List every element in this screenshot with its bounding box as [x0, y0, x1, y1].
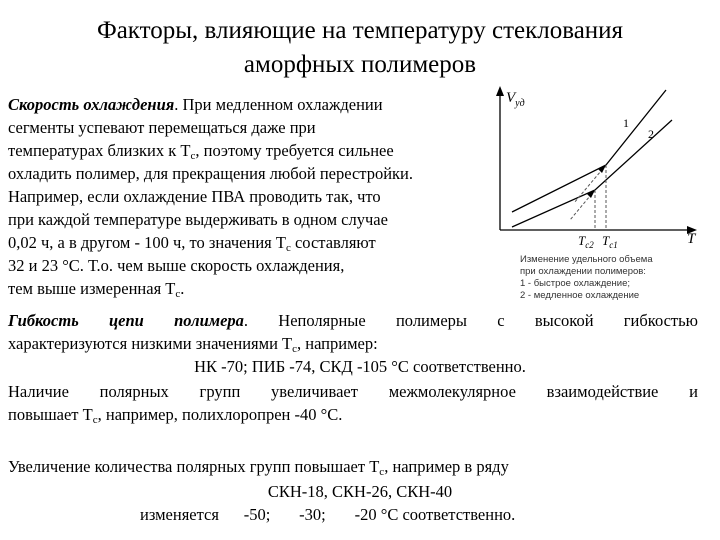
svg-text:2 - медленное охлаждение: 2 - медленное охлаждение: [520, 290, 640, 301]
para2-line-2: характеризуются низкими значениями $T_c$, например:: [8, 334, 378, 355]
para1-line-3: температурах близких к $T_c$, поэтому требуется сильнее: [8, 141, 394, 162]
para1-line-6: при каждой температуре выдерживать в одном случае: [8, 210, 388, 229]
curve-1-break-arrow-icon: [598, 165, 606, 173]
para2-bold-term: Гибкость цепи полимера: [8, 311, 244, 330]
para4-line-3: изменяется -50; -30; -20 °C соответственно.: [140, 505, 516, 524]
curve-2-label: 2: [648, 127, 654, 141]
x-axis-label: T: [687, 231, 696, 247]
para1-line-9: тем выше измеренная $T_c$.: [8, 279, 185, 300]
title-line-1: Факторы, влияющие на температуру стеклования: [96, 17, 624, 44]
y-axis-arrow-icon: [496, 86, 504, 96]
figure-caption: [520, 254, 653, 301]
para2-line-3: НК -70; ПИБ -74, СКД -105 °C соответственно.: [194, 357, 526, 376]
para3-line-2: повышает $T_c$, например, полихлоропрен -40 °C.: [8, 405, 343, 426]
para1-line-2: сегменты успевают перемещаться даже при: [8, 118, 316, 137]
volume-temperature-diagram: [490, 80, 715, 305]
tc1-tick-label: $T_{c1}$: [602, 233, 618, 250]
tc2-tick-label: $T_{c2}$: [578, 233, 594, 250]
para1-line-1: Скорость охлаждения. При медленном охлаждении: [8, 95, 383, 114]
para1-line-7: 0,02 ч, а в другом - 100 ч, то значения $T_c$ составляют: [8, 233, 376, 254]
para1-line-8: 32 и 23 °C. Т.о. чем выше скорость охлаждения,: [8, 256, 345, 275]
para1-line-5: Например, если охлаждение ПВА проводить так, что: [8, 187, 381, 206]
para1-line-4: охладить полимер, для прекращения любой перестройки.: [8, 164, 413, 183]
svg-text:при охлаждении полимеров:: при охлаждении полимеров:: [520, 266, 646, 277]
para4-line-2: СКН-18, СКН-26, СКН-40: [267, 482, 453, 501]
svg-text:Изменение удельного объема: Изменение удельного объема: [520, 254, 653, 265]
curve-1-label: 1: [623, 116, 629, 130]
title-line-2: аморфных полимеров: [243, 51, 477, 78]
para1-bold-term: Скорость охлаждения: [8, 95, 175, 114]
para2-line-1: Гибкость цепи полимера. Неполярные полимеры с высокой гибкостью: [8, 311, 698, 330]
svg-text:1 - быстрое охлаждение;: 1 - быстрое охлаждение;: [520, 278, 630, 289]
slide-title: [40, 14, 680, 82]
y-axis-label: $V_{уд}$: [506, 90, 525, 109]
para4-line-1: Увеличение количества полярных групп повышает $T_c$, например в ряду: [8, 457, 509, 478]
para3-line-1: Наличие полярных групп увеличивает межмолекулярное взаимодействие и: [8, 382, 698, 401]
